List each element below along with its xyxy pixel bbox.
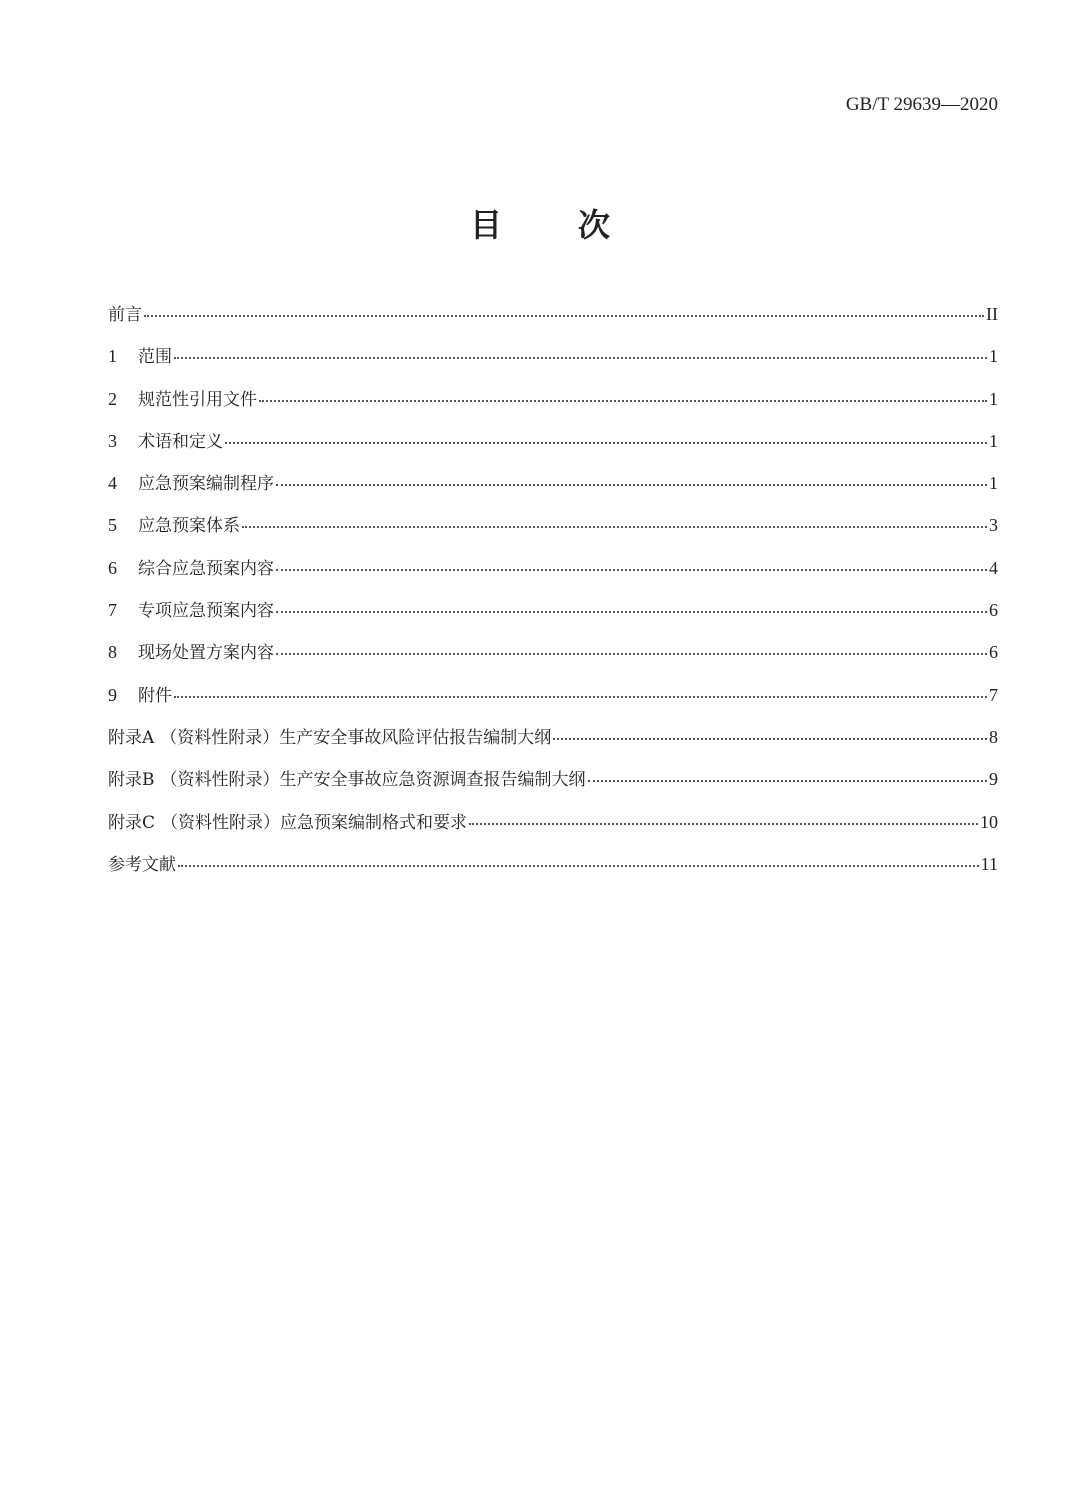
toc-entry-page: 6 (989, 600, 998, 621)
toc-entry-page: 7 (989, 684, 998, 705)
toc-entry-label: （资料性附录）生产安全事故应急资源调查报告编制大纲 (160, 770, 586, 791)
dot-leader (588, 780, 988, 782)
toc-entry-label: （资料性附录）生产安全事故风险评估报告编制大纲 (160, 727, 552, 748)
toc-entry-page: 1 (989, 346, 998, 367)
dot-leader (225, 442, 987, 444)
toc-entry[interactable] (108, 808, 998, 850)
toc-entry-label: （资料性附录）应急预案编制格式和要求 (161, 812, 468, 833)
toc-entry-number: 1 (108, 346, 117, 367)
page-title (0, 200, 1080, 246)
toc-entry[interactable] (108, 427, 998, 469)
toc-entry-label: 术语和定义 (138, 431, 223, 452)
toc-entry-label: 综合应急预案内容 (138, 558, 274, 579)
toc-entry-label: 现场处置方案内容 (138, 643, 274, 664)
toc-entry-number: 4 (108, 473, 117, 494)
toc-entry-label: 参考文献 (108, 854, 176, 875)
toc-entry-page: II (986, 304, 998, 324)
table-of-contents (108, 300, 998, 892)
toc-entry[interactable] (108, 850, 998, 892)
dot-leader (469, 823, 978, 825)
toc-entry-label: 应急预案编制程序 (138, 474, 274, 495)
toc-entry-page: 1 (989, 473, 998, 494)
title-char: 次 (578, 206, 611, 244)
toc-entry-label: 规范性引用文件 (138, 389, 257, 410)
toc-entry-label: 附件 (138, 685, 172, 706)
toc-entry-number: 3 (108, 430, 117, 451)
toc-entry[interactable] (108, 681, 998, 723)
dot-leader (276, 484, 987, 486)
dot-leader (276, 611, 987, 613)
toc-entry[interactable] (108, 511, 998, 553)
dot-leader (178, 865, 979, 867)
dot-leader (276, 569, 987, 571)
toc-entry-label: 专项应急预案内容 (138, 601, 274, 622)
toc-entry-page: 9 (989, 769, 998, 790)
toc-entry-page: 1 (989, 388, 998, 409)
toc-entry-number: 8 (108, 642, 117, 663)
toc-entry-page: 4 (989, 557, 998, 578)
toc-entry-number: 5 (108, 515, 117, 536)
toc-entry-page: 11 (980, 853, 998, 874)
toc-entry[interactable] (108, 638, 998, 680)
dot-leader (259, 400, 987, 402)
toc-entry-page: 3 (989, 515, 998, 536)
toc-entry[interactable] (108, 469, 998, 511)
dot-leader (174, 696, 987, 698)
dot-leader (174, 357, 987, 359)
toc-entry-page: 1 (989, 430, 998, 451)
toc-entry-number: 附录C (108, 812, 156, 833)
toc-entry-number: 附录B (108, 770, 155, 791)
toc-entry-number: 7 (108, 600, 117, 621)
toc-entry[interactable] (108, 596, 998, 638)
toc-entry-page: 10 (980, 811, 998, 832)
toc-entry-number: 附录A (108, 727, 155, 748)
toc-entry-page: 6 (989, 642, 998, 663)
toc-entry-number: 9 (108, 684, 117, 705)
toc-entry-number: 2 (108, 388, 117, 409)
dot-leader (276, 653, 987, 655)
toc-entry-label: 范围 (138, 347, 172, 368)
toc-entry[interactable] (108, 554, 998, 596)
toc-entry[interactable] (108, 342, 998, 384)
toc-entry[interactable] (108, 765, 998, 807)
dot-leader (553, 738, 987, 740)
standard-number: GB/T 29639—2020 (845, 94, 998, 115)
dot-leader (242, 526, 987, 528)
toc-entry-label: 应急预案体系 (138, 516, 240, 537)
toc-entry-number: 6 (108, 557, 117, 578)
title-char: 目 (469, 206, 502, 244)
toc-entry-label: 前言 (108, 305, 142, 325)
toc-entry[interactable] (108, 300, 998, 342)
dot-leader (144, 315, 984, 317)
toc-entry[interactable] (108, 385, 998, 427)
toc-entry-page: 8 (989, 726, 998, 747)
toc-entry[interactable] (108, 723, 998, 765)
